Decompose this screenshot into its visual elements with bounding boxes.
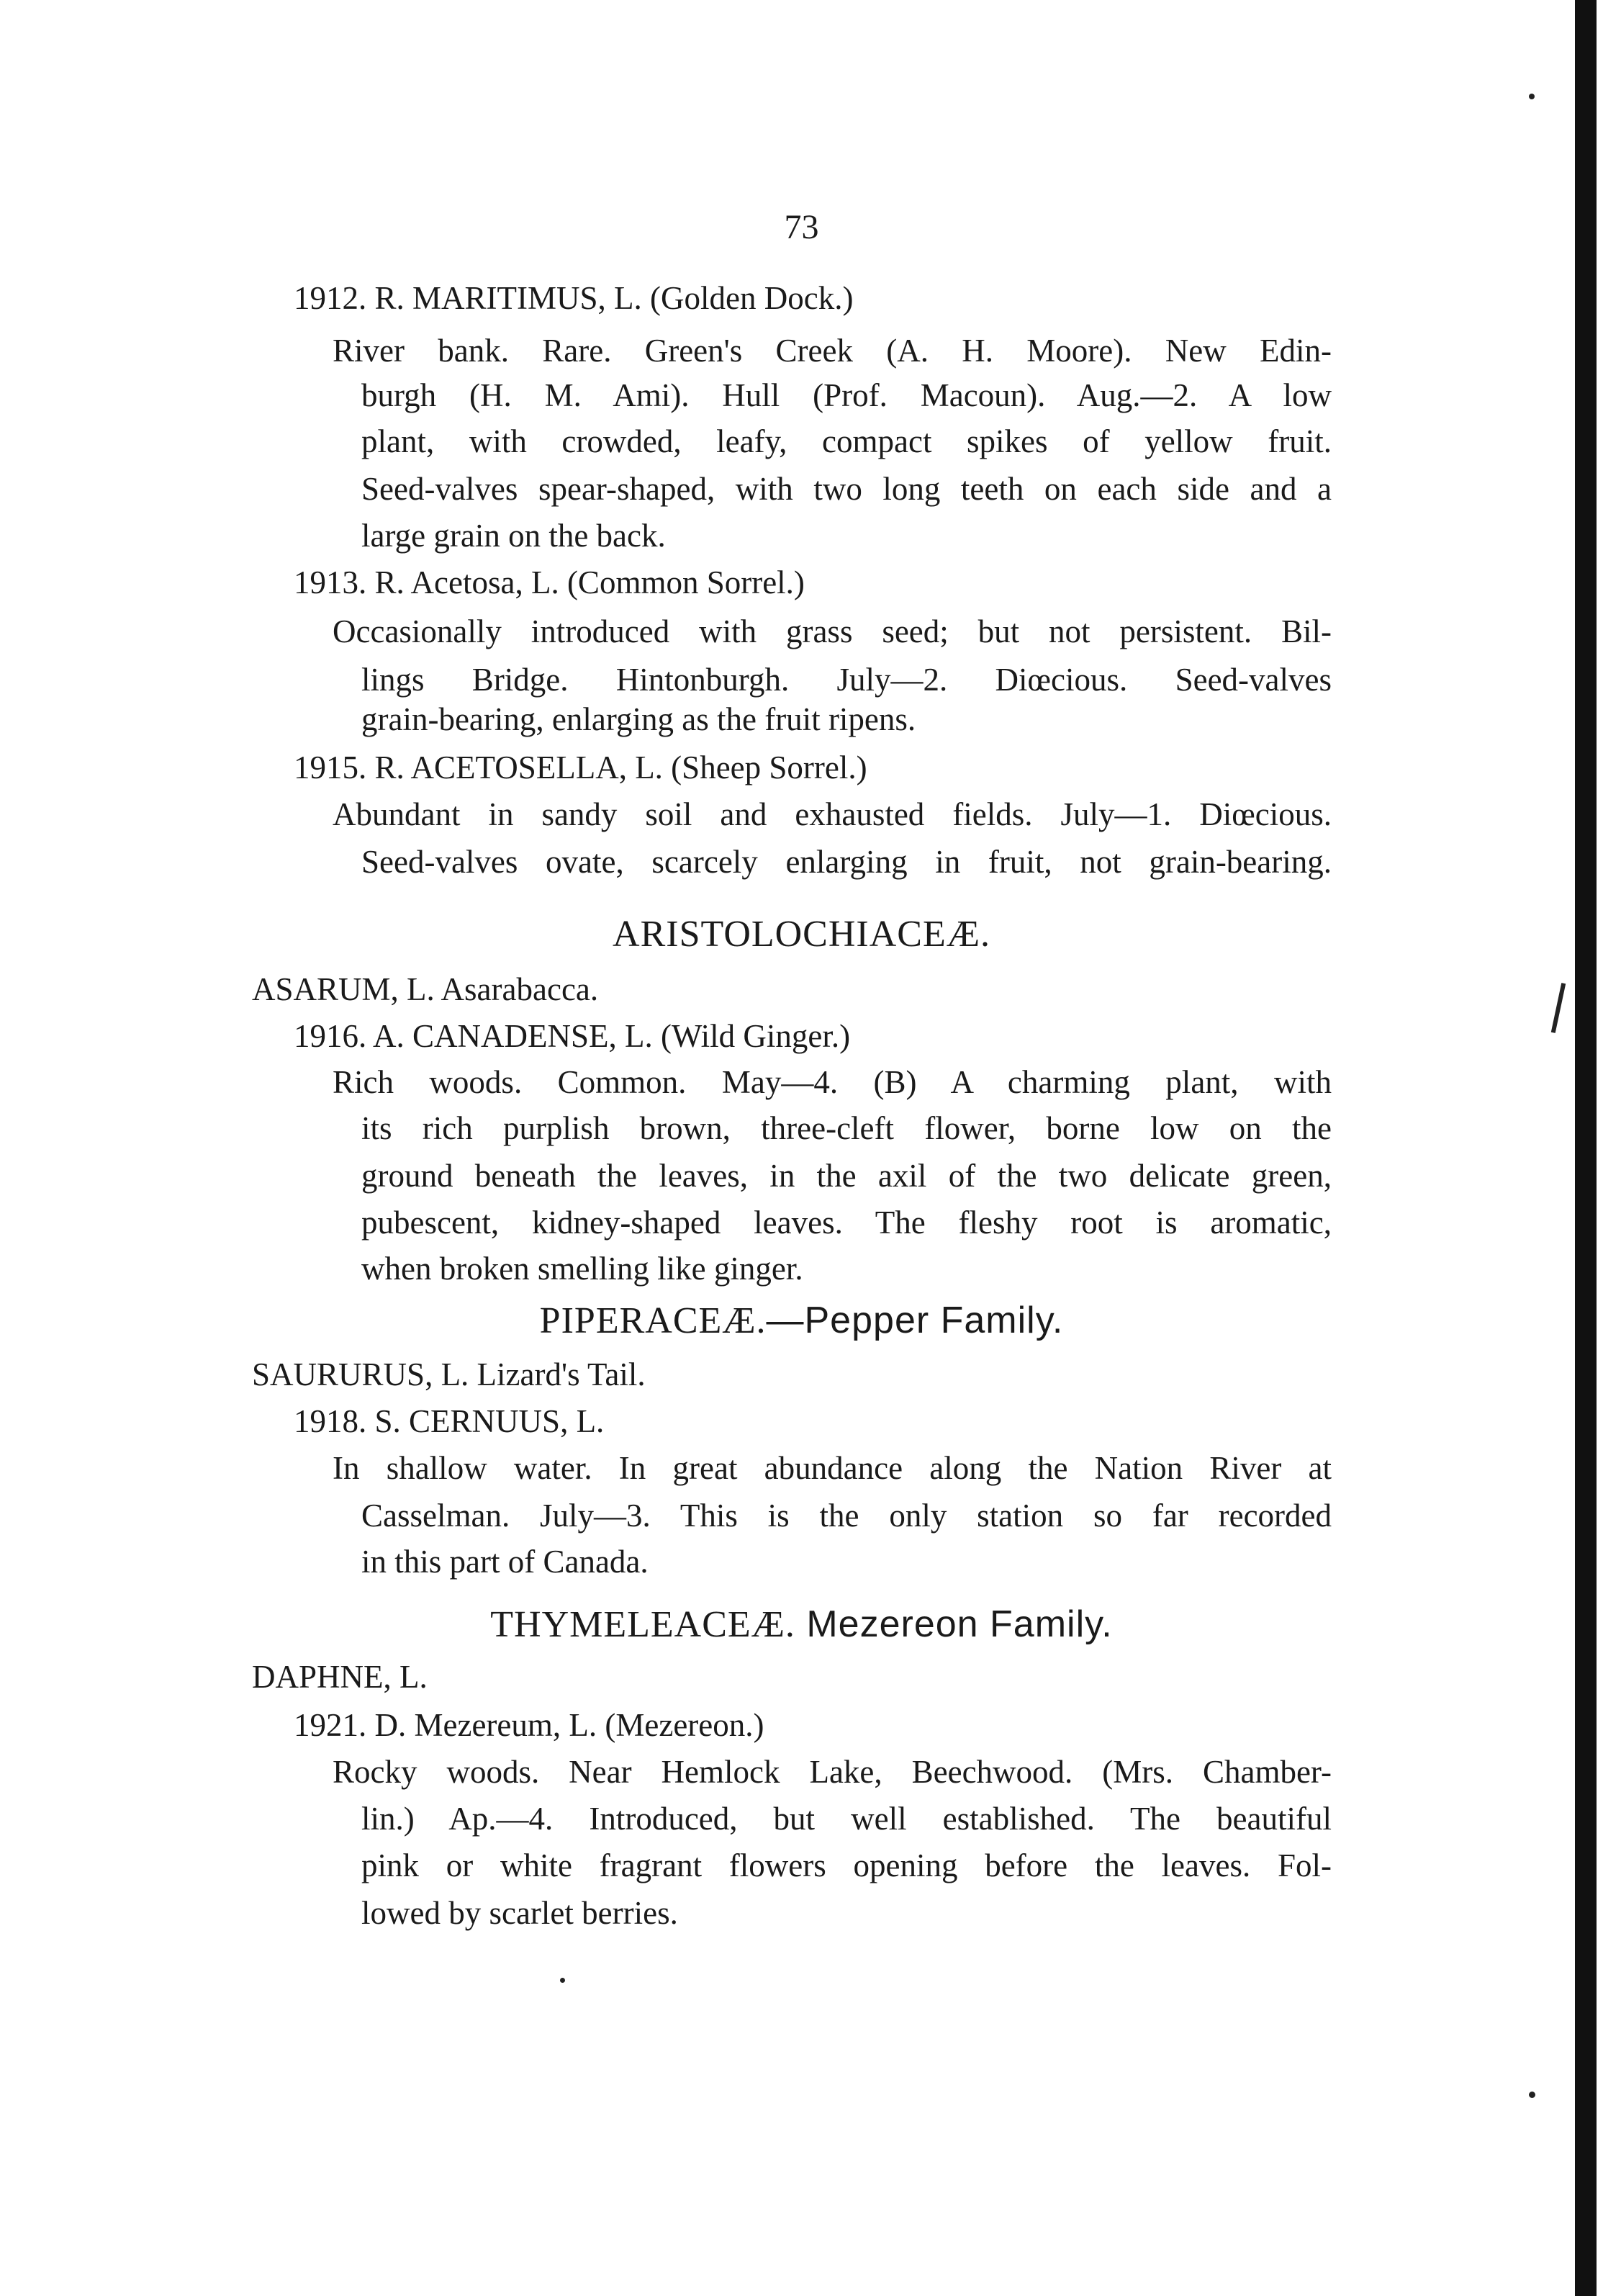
text-line: River bank. Rare. Green's Creek (A. H. Moore). New Edin- (333, 333, 1332, 369)
text-line: Abundant in sandy soil and exhausted fields. July—1. Diœcious. (333, 796, 1332, 832)
text-line: lin.) Ap.—4. Introduced, but well established. The beautiful (361, 1801, 1332, 1837)
text-line: large grain on the back. (361, 518, 666, 554)
text-line: 1915. R. ACETOSELLA, L. (Sheep Sorrel.) (294, 749, 867, 785)
family-heading (0, 913, 1603, 955)
text-line: DAPHNE, L. (252, 1659, 428, 1695)
text-line: its rich purplish brown, three-cleft flower, borne low on the (361, 1110, 1332, 1146)
text-line: Rocky woods. Near Hemlock Lake, Beechwood. (Mrs. Chamber- (333, 1754, 1332, 1790)
text-line: in this part of Canada. (361, 1544, 649, 1580)
text-line: lings Bridge. Hintonburgh. July—2. Diœcious. Seed-valves (361, 662, 1332, 698)
text-line: ASARUM, L. Asarabacca. (252, 971, 599, 1007)
family-heading (0, 1603, 1603, 1646)
text-line: Casselman. July—3. This is the only station so far recorded (361, 1498, 1332, 1534)
text-line: 1912. R. MARITIMUS, L. (Golden Dock.) (294, 280, 854, 316)
text-line: when broken smelling like ginger. (361, 1251, 803, 1287)
page-number: 73 (784, 208, 819, 246)
text-line: 1918. S. CERNUUS, L. (294, 1403, 605, 1439)
family-common-name: —Pepper Family. (766, 1300, 1064, 1341)
text-line: pubescent, kidney-shaped leaves. The fleshy root is aromatic, (361, 1205, 1332, 1241)
text-line: SAURURUS, L. Lizard's Tail. (252, 1356, 646, 1392)
margin-mark (1551, 983, 1566, 1033)
text-line: Occasionally introduced with grass seed; but not persistent. Bil- (333, 613, 1332, 649)
family-name: PIPERACEÆ. (539, 1300, 767, 1341)
ink-speck (560, 1978, 565, 1983)
text-line: lowed by scarlet berries. (361, 1895, 678, 1931)
text-line: burgh (H. M. Ami). Hull (Prof. Macoun). Aug.—2. A low (361, 377, 1332, 413)
text-line: Rich woods. Common. May—4. (B) A charming plant, with (333, 1064, 1332, 1100)
ink-speck (1529, 2092, 1535, 2098)
family-common-name: Mezereon Family. (795, 1603, 1113, 1645)
text-line: 1916. A. CANADENSE, L. (Wild Ginger.) (294, 1018, 851, 1054)
text-line: pink or white fragrant flowers opening before the leaves. Fol- (361, 1847, 1332, 1883)
text-line: In shallow water. In great abundance along the Nation River at (333, 1450, 1332, 1486)
text-line: 1913. R. Acetosa, L. (Common Sorrel.) (294, 564, 805, 600)
family-name: THYMELEACEÆ. (490, 1604, 795, 1645)
text-line: grain-bearing, enlarging as the fruit ripens. (361, 701, 916, 737)
family-name: ARISTOLOCHIACEÆ. (613, 914, 990, 955)
text-line: Seed-valves ovate, scarcely enlarging in fruit, not grain-bearing. (361, 844, 1332, 880)
family-heading (0, 1299, 1603, 1342)
page-edge-shadow (1575, 0, 1597, 2296)
ink-speck (1529, 94, 1535, 99)
text-line: Seed-valves spear-shaped, with two long teeth on each side and a (361, 471, 1332, 507)
text-line: 1921. D. Mezereum, L. (Mezereon.) (294, 1707, 764, 1743)
text-line: ground beneath the leaves, in the axil of the two delicate green, (361, 1158, 1332, 1194)
text-line: plant, with crowded, leafy, compact spikes of yellow fruit. (361, 423, 1332, 459)
